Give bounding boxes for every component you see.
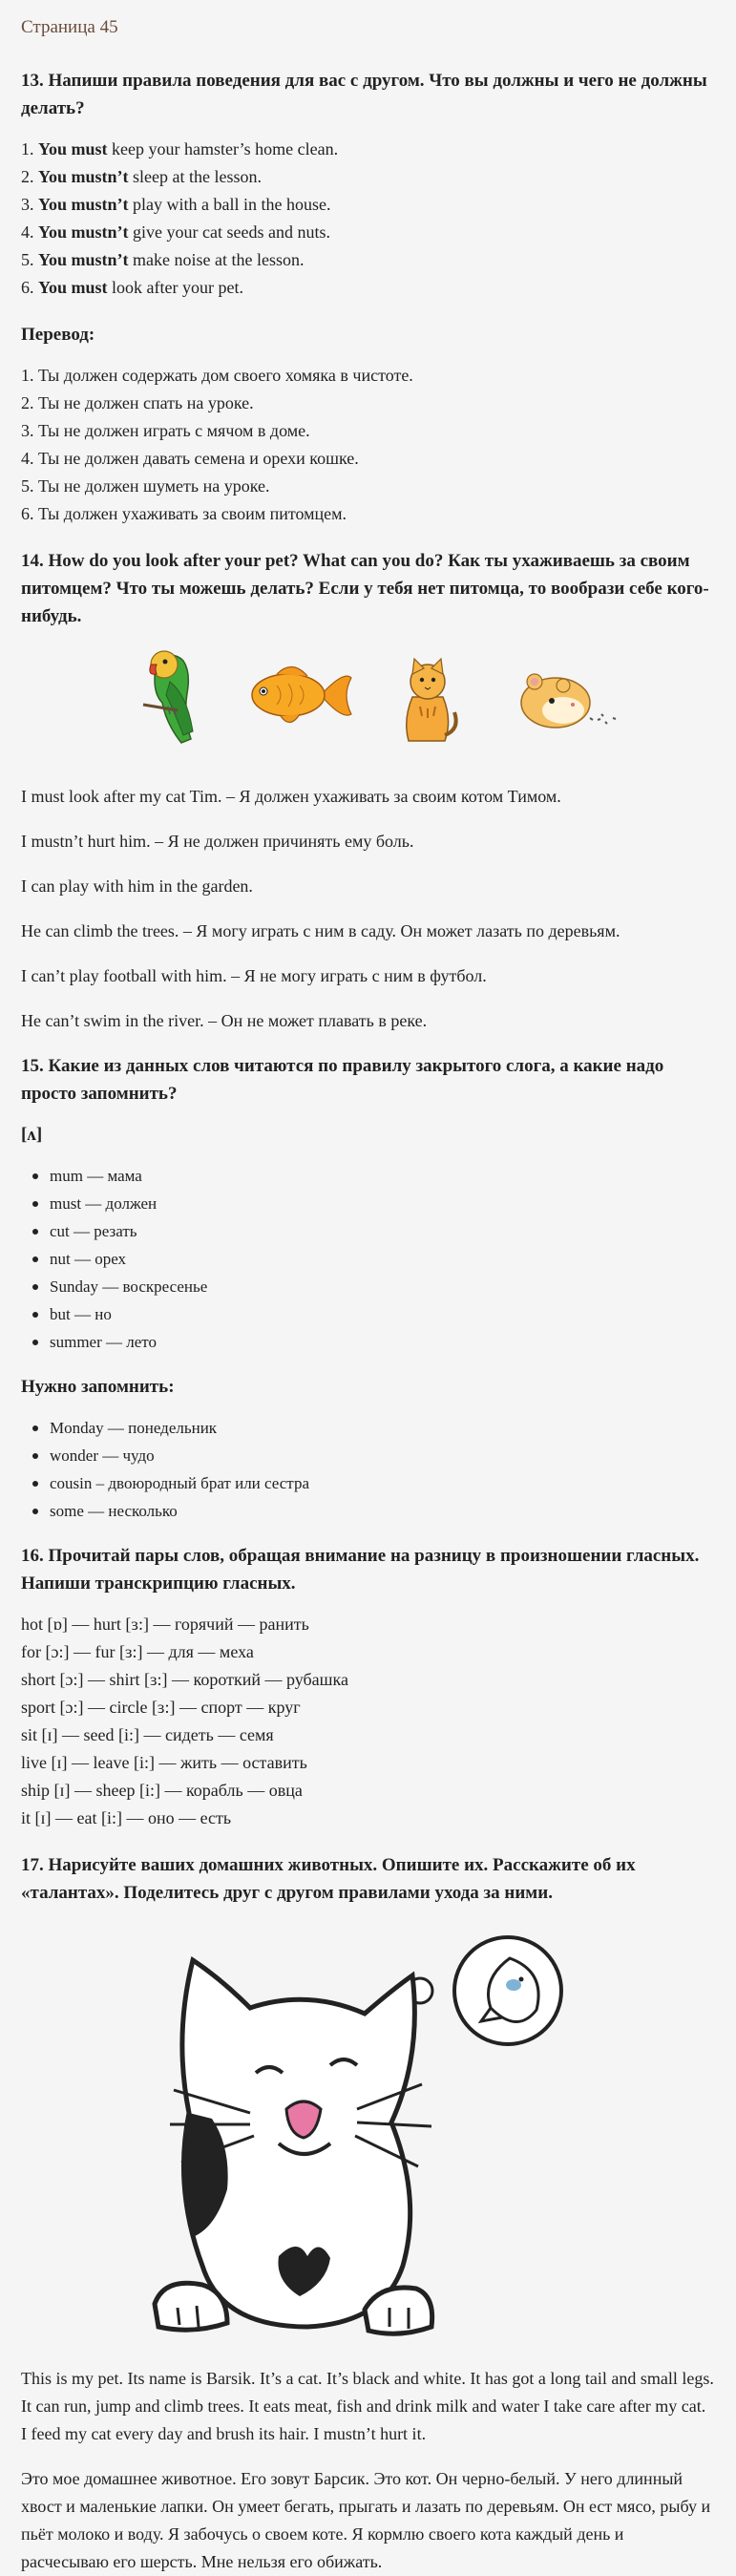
rule-text: give your cat seeds and nuts. <box>133 222 330 242</box>
list-item: Sunday — воскресенье <box>50 1273 715 1300</box>
translation-line: 2. Ты не должен спать на уроке. <box>21 393 254 412</box>
remember-list <box>21 1414 715 1525</box>
rules-list <box>21 136 715 302</box>
word-pairs-list <box>21 1611 715 1832</box>
exercise-16 <box>21 1542 715 1832</box>
word-pair-line: hot [ɒ] — hurt [ɜ:] — горячий — ранить <box>21 1615 309 1634</box>
cat-icon <box>393 649 460 745</box>
rule-line <box>21 163 715 191</box>
rule-line <box>21 219 715 246</box>
goldfish-icon <box>239 657 353 733</box>
rule-modal: You mustn’t <box>38 250 129 269</box>
word-pair-line: live [ɪ] — leave [i:] — жить — оставить <box>21 1753 307 1772</box>
pet-sentence: He can climb the trees. – Я могу играть с ним в саду. Он может лазать по деревьям. <box>21 921 620 940</box>
word-pair-line: sit [ɪ] — seed [i:] — сидеть — семя <box>21 1725 274 1744</box>
pet-sentence: I must look after my cat Tim. – Я должен ухаживать за своим котом Тимом. <box>21 787 561 806</box>
exercise-16-heading: 16. Прочитай пары слов, обращая внимание на разницу в произношении гласных. Напиши транскрипцию гласных. <box>21 1546 700 1594</box>
exercise-15-heading: 15. Какие из данных слов читаются по правилу закрытого слога, а какие надо просто запомнить? <box>21 1056 664 1104</box>
exercise-13-heading: 13. Напиши правила поведения для вас с другом. Что вы должны и чего не должны делать? <box>21 71 707 118</box>
cartoon-cat-dreaming-of-fish-icon <box>136 1922 575 2350</box>
remember-heading: Нужно запомнить: <box>21 1377 175 1397</box>
translation-line: 1. Ты должен содержать дом своего хомяка в чистоте. <box>21 366 413 385</box>
rule-number: 6. <box>21 278 34 297</box>
list-item: mum — мама <box>50 1162 715 1190</box>
list-item: cousin – двоюродный брат или сестра <box>50 1469 715 1497</box>
rule-text: look after your pet. <box>112 278 243 297</box>
pet-sentence: I can play with him in the garden. <box>21 876 253 896</box>
list-item: but — но <box>50 1300 715 1328</box>
exercise-17 <box>21 1851 715 2576</box>
rule-modal: You mustn’t <box>38 222 129 242</box>
rule-text: play with a ball in the house. <box>133 195 331 214</box>
translation-list <box>21 362 715 528</box>
exercise-17-heading: 17. Нарисуйте ваших домашних животных. Опишите их. Расскажите об их «талантах». Поделитесь друг с другом правилами ухода за ними. <box>21 1855 636 1903</box>
rule-number: 5. <box>21 250 34 269</box>
translation-line: 3. Ты не должен играть с мячом в доме. <box>21 421 310 440</box>
word-pair-line: short [ɔ:] — shirt [ɜ:] — короткий — рубашка <box>21 1670 348 1689</box>
pet-sentence: I can’t play football with him. – Я не могу играть с ним в футбол. <box>21 966 487 985</box>
list-item: wonder — чудо <box>50 1442 715 1469</box>
list-item: some — несколько <box>50 1497 715 1525</box>
word-pair-line: for [ɔ:] — fur [ɜ:] — для — меха <box>21 1642 254 1661</box>
list-item: nut — орех <box>50 1245 715 1273</box>
word-pair-line: sport [ɔ:] — circle [ɜ:] — спорт — круг <box>21 1698 301 1717</box>
rule-number: 4. <box>21 222 34 242</box>
translation-line: 4. Ты не должен давать семена и орехи кошке. <box>21 449 359 468</box>
rule-line <box>21 274 715 302</box>
rule-line <box>21 191 715 219</box>
pet-sentence: I mustn’t hurt him. – Я не должен причинять ему боль. <box>21 832 414 851</box>
hamster-icon <box>510 663 624 739</box>
word-pair-line: it [ɪ] — eat [i:] — оно — есть <box>21 1808 232 1827</box>
pets-illustration <box>21 644 715 756</box>
cat-illustration <box>21 1922 715 2350</box>
list-item: cut — резать <box>50 1217 715 1245</box>
english-description: This is my pet. Its name is Barsik. It’s a cat. It’s black and white. It has got a long tail and small legs. It can run, jump and climb trees. It eats meat, fish and drink milk and water I take care after my cat. I feed my cat every day and brush its hair. I mustn’t hurt it. <box>21 2369 714 2443</box>
list-item: summer — лето <box>50 1328 715 1356</box>
rule-modal: You mustn’t <box>38 167 129 186</box>
rule-modal: You mustn’t <box>38 195 129 214</box>
pet-sentence: He can’t swim in the river. – Он не может плавать в реке. <box>21 1011 428 1030</box>
rule-line <box>21 246 715 274</box>
translation-heading: Перевод: <box>21 325 95 345</box>
rule-number: 1. <box>21 139 34 158</box>
exercise-15 <box>21 1052 715 1525</box>
rule-line <box>21 136 715 163</box>
rule-text: make noise at the lesson. <box>133 250 305 269</box>
translation-line: 6. Ты должен ухаживать за своим питомцем. <box>21 504 347 523</box>
sound-label: [ʌ] <box>21 1125 43 1145</box>
exercise-14 <box>21 547 715 1035</box>
translation-line: 5. Ты не должен шуметь на уроке. <box>21 476 270 496</box>
list-item: Monday — понедельник <box>50 1414 715 1442</box>
rule-text: sleep at the lesson. <box>133 167 262 186</box>
page-number: Страница 45 <box>21 17 118 37</box>
exercise-13 <box>21 67 715 528</box>
rule-number: 3. <box>21 195 34 214</box>
parrot-icon <box>134 644 204 749</box>
rule-number: 2. <box>21 167 34 186</box>
exercise-14-heading: 14. How do you look after your pet? What can you do? Как ты ухаживаешь за своим питомцем? Что ты можешь делать? Если у тебя нет питомца, то вообрази себе кого-нибудь. <box>21 551 709 626</box>
closed-syllable-list <box>21 1162 715 1356</box>
word-pair-line: ship [ɪ] — sheep [i:] — корабль — овца <box>21 1781 303 1800</box>
rule-modal: You must <box>38 139 108 158</box>
russian-description: Это мое домашнее животное. Его зовут Барсик. Это кот. Он черно-белый. У него длинный хвост и маленькие лапки. Он умеет бегать, прыгать и лазать по деревьям. Он ест мясо, рыбу и пьёт молоко и воду. Я забочусь о своем коте. Я кормлю своего кота каждый день и расчесываю его шерсть. Мне нельзя его обижать. <box>21 2469 711 2571</box>
rule-modal: You must <box>38 278 108 297</box>
rule-text: keep your hamster’s home clean. <box>112 139 339 158</box>
list-item: must — должен <box>50 1190 715 1217</box>
